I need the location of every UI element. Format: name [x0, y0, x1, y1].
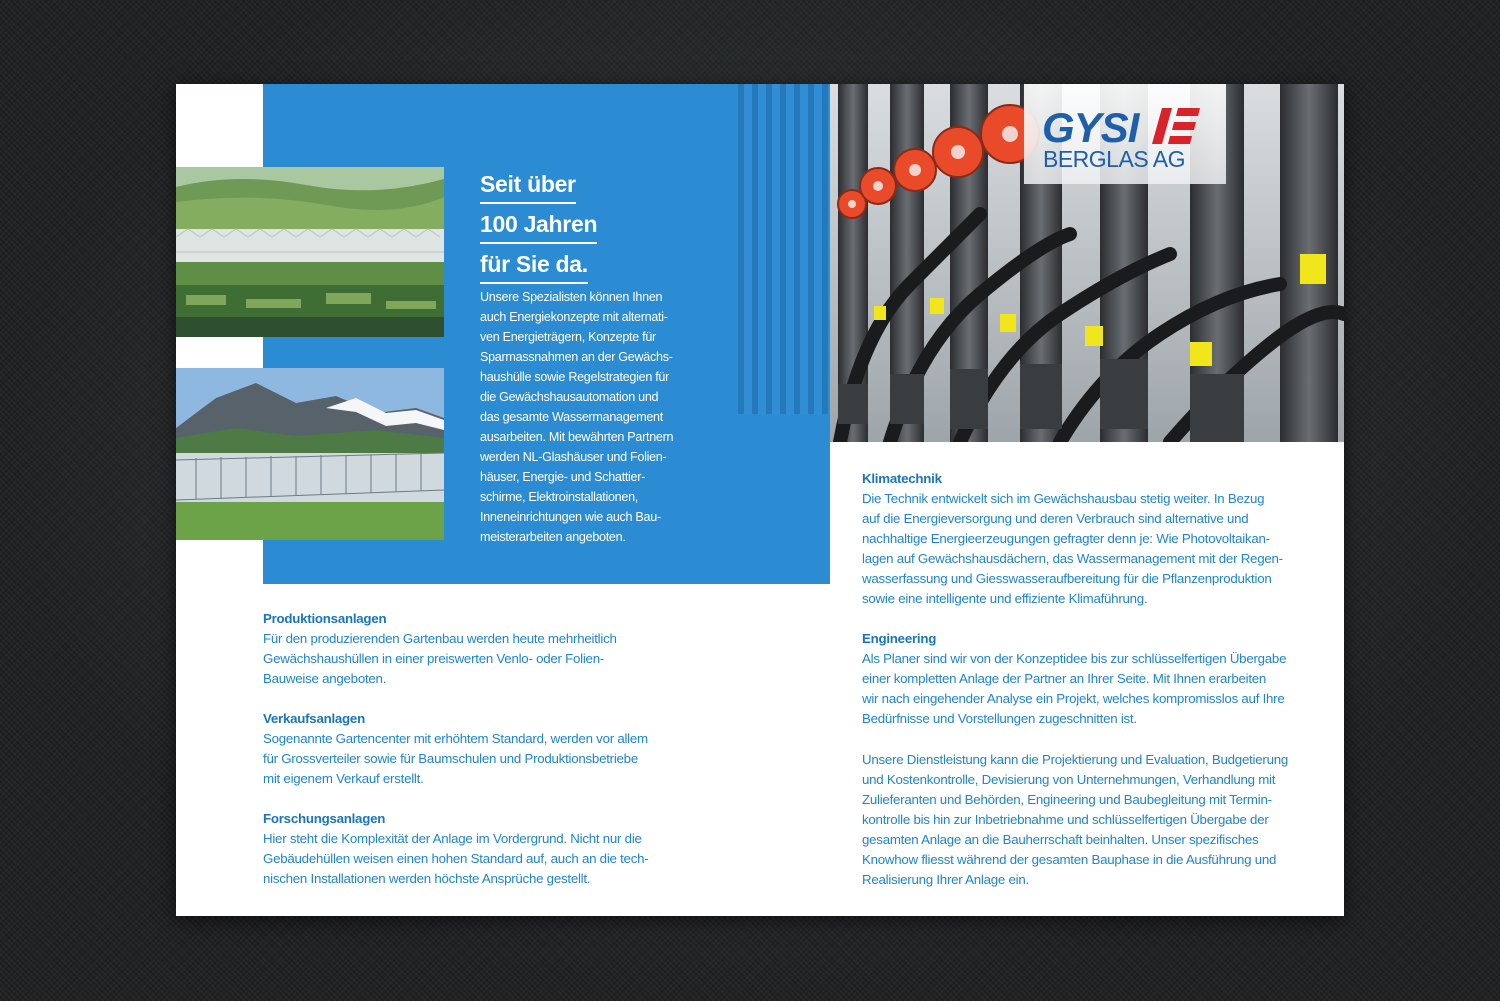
headline-line-1: Seit über	[480, 168, 576, 204]
intro-line: häuser, Energie- und Schattier-	[480, 470, 646, 484]
intro-line: Sparmassnahmen an der Gewächs-	[480, 350, 673, 364]
section-line: für Grossverteiler sowie für Baumschulen und Produktionsbetriebe	[263, 751, 638, 766]
section-line: Unsere Dienstleistung kann die Projektierung und Evaluation, Budgetierung	[862, 752, 1289, 767]
section-line: Hier steht die Komplexität der Anlage im Vordergrund. Nicht nur die	[263, 831, 642, 846]
intro-line: die Gewächshausautomation und	[480, 390, 659, 404]
intro-line: schirme, Elektroinstallationen,	[480, 490, 638, 504]
intro-line: das gesamte Wassermanagement	[480, 410, 663, 424]
intro-paragraph	[480, 287, 702, 547]
section-line: Als Planer sind wir von der Konzeptidee bis zur schlüsselfertigen Übergabe	[862, 651, 1287, 666]
section-line: Sogenannte Gartencenter mit erhöhtem Standard, werden vor allem	[263, 731, 648, 746]
headline-line-3: für Sie da.	[480, 248, 588, 284]
intro-line: meisterarbeiten angeboten.	[480, 530, 626, 544]
section-line: wasserfassung und Giesswasseraufbereitung für die Pflanzenproduktion	[862, 571, 1272, 586]
section-line: Die Technik entwickelt sich im Gewächshausbau stetig weiter. In Bezug	[862, 491, 1265, 506]
section-title: Produktionsanlagen	[263, 611, 387, 626]
section-title: Engineering	[862, 631, 937, 646]
section-produktionsanlagen	[263, 609, 683, 689]
section-line: Gebäudehüllen weisen einen hohen Standard auf, auch an die tech-	[263, 851, 649, 866]
section-verkaufsanlagen	[263, 709, 683, 789]
intro-line: ven Energieträgern, Konzepte für	[480, 330, 656, 344]
intro-line: haushülle sowie Regelstrategien für	[480, 370, 670, 384]
logo-subtitle: BERGLAS AG	[1043, 146, 1186, 172]
section-forschungsanlagen	[263, 809, 683, 889]
panel-photo-fade	[738, 84, 830, 414]
intro-line: ausarbeiten. Mit bewährten Partnern	[480, 430, 674, 444]
section-line: Knowhow fliesst während der gesamten Bauphase in die Ausführung und	[862, 852, 1277, 867]
intro-line: Unsere Spezialisten können Ihnen	[480, 290, 663, 304]
section-line: kontrolle bis hin zur Inbetriebnahme und schlüsselfertigen Übergabe der	[862, 812, 1269, 827]
section-line: nischen Installationen werden höchste Ansprüche gestellt.	[263, 871, 591, 886]
section-line: und Kostenkontrolle, Devisierung von Unternehmungen, Verhandlung mit	[862, 772, 1276, 787]
section-line: Bauweise angeboten.	[263, 671, 387, 686]
section-engineering	[862, 629, 1312, 729]
section-line: mit eigenem Verkauf erstellt.	[263, 771, 424, 786]
greenhouse-mountains-photo	[176, 368, 444, 540]
headline	[480, 168, 597, 288]
section-line: gesamten Anlage an die Bauherrschaft beinhalten. Unser spezifisches	[862, 832, 1259, 847]
section-line: einer kompletten Anlage der Partner an Ihrer Seite. Mit Ihnen erarbeiten	[862, 671, 1267, 686]
section-title: Klimatechnik	[862, 471, 942, 486]
greenhouse-hillside-photo	[176, 167, 444, 337]
section-line: Bedürfnisse und Vorstellungen zugeschnitten ist.	[862, 711, 1137, 726]
section-title: Verkaufsanlagen	[263, 711, 365, 726]
section-title: Forschungsanlagen	[263, 811, 386, 826]
intro-line: auch Energiekonzepte mit alternati-	[480, 310, 668, 324]
logo-mark-icon	[1148, 108, 1202, 144]
intro-line: Inneneinrichtungen wie auch Bau-	[480, 510, 661, 524]
brochure-spread	[176, 84, 1344, 916]
section-klimatechnik	[862, 469, 1312, 609]
logo-wordmark: GYSI	[1042, 104, 1139, 151]
section-line: nachhaltige Energieerzeugungen gefragter denn je: Wie Photovoltaikan-	[862, 531, 1270, 546]
section-line: lagen auf Gewächshausdächern, das Wassermanagement mit der Regen-	[862, 551, 1283, 566]
section-line: wir nach eingehender Analyse ein Projekt, welches kompromisslos auf Ihre	[862, 691, 1285, 706]
company-logo	[1024, 84, 1226, 184]
section-dienstleistung	[862, 750, 1312, 890]
section-line: Realisierung Ihrer Anlage ein.	[862, 872, 1029, 887]
section-line: sowie eine intelligente und effiziente Klimaführung.	[862, 591, 1148, 606]
section-line: auf die Energieversorgung und deren Verbrauch sind alternative und	[862, 511, 1249, 526]
section-line: Gewächshaushüllen in einer preiswerten Venlo- oder Folien-	[263, 651, 605, 666]
section-line: Zulieferanten und Behörden, Engineering und Baubegleitung mit Termin-	[862, 792, 1272, 807]
headline-line-2: 100 Jahren	[480, 208, 597, 244]
section-line: Für den produzierenden Gartenbau werden heute mehrheitlich	[263, 631, 617, 646]
intro-line: werden NL-Glashäuser und Folien-	[480, 450, 667, 464]
